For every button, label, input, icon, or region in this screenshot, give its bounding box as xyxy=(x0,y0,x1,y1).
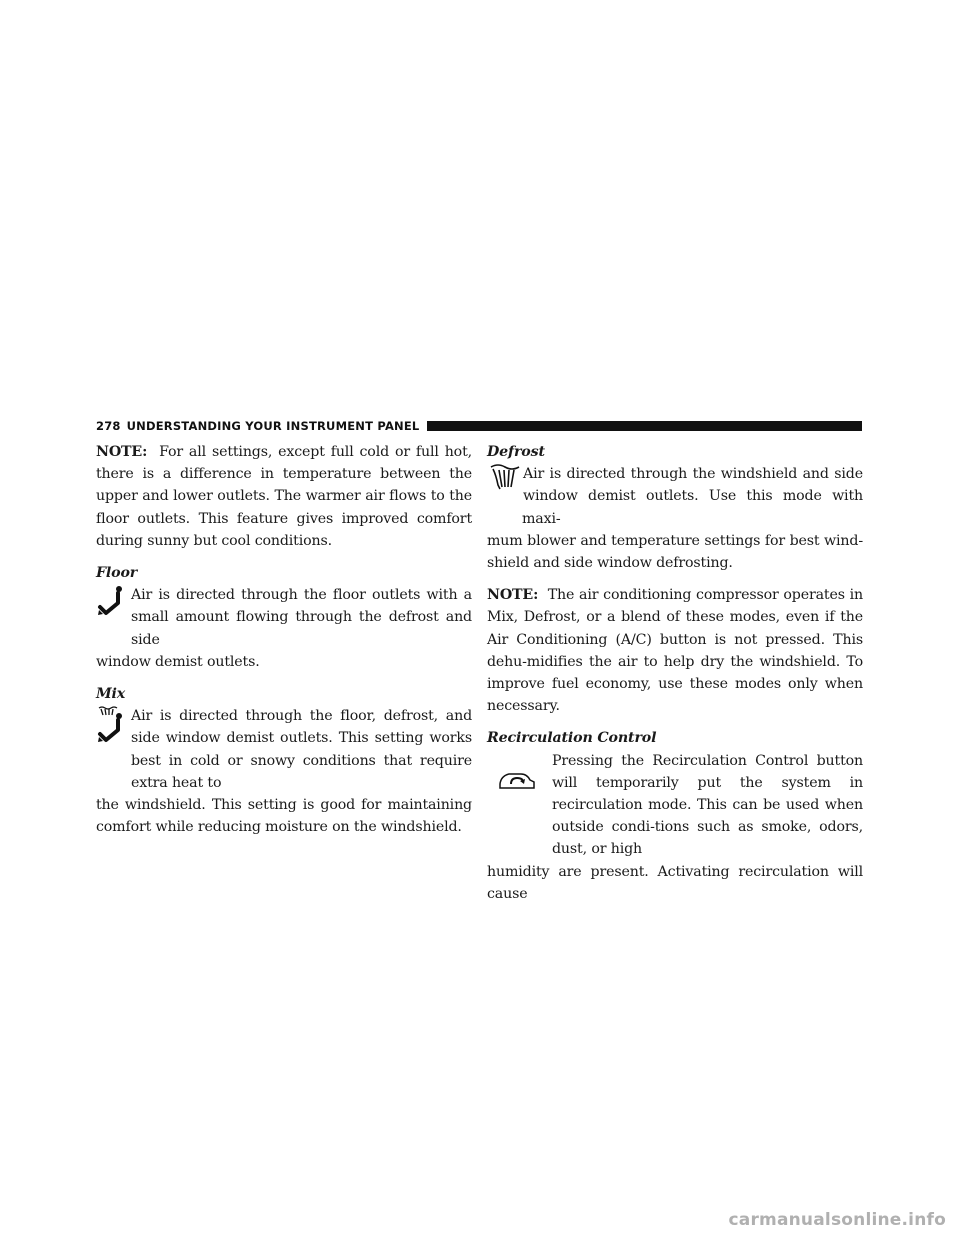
mix-paragraph: Air is directed through the floor, defrost, and side window demist outlets. This setting works best in cold or snowy conditions that require extra heat to the windshield. This setting is good for maintaining comfort while reducing moisture on the windshield. xyxy=(96,705,472,838)
note-label: NOTE: xyxy=(96,444,148,460)
floor-mode-icon xyxy=(96,584,130,618)
mix-mode-icon xyxy=(96,705,130,745)
defrost-paragraph: Air is directed through the windshield and side window demist outlets. Use this mode with maxi- mum blower and temperature settings for best wind-shield and side window defrosting. xyxy=(487,463,863,574)
recirculation-icon xyxy=(487,750,547,840)
recirculation-heading: Recirculation Control xyxy=(487,730,657,747)
left-column xyxy=(96,441,472,838)
note-paragraph: NOTE: For all settings, except full cold or full hot, there is a difference in temperature between the upper and lower outlets. The warmer air flows to the floor outlets. This feature gives improved comfort during sunny but cool conditions. xyxy=(96,444,472,549)
mix-heading: Mix xyxy=(96,686,126,703)
page-header xyxy=(96,419,862,433)
header-rule xyxy=(427,421,862,431)
compressor-note-paragraph: NOTE: The air conditioning compressor operates in Mix, Defrost, or a blend of these modes, even if the Air Conditioning (A/C) button is not pressed. This dehu-midifies the air to help dry the windshield. To improve fuel economy, use these modes only when necessary. xyxy=(487,587,863,715)
defrost-heading: Defrost xyxy=(487,444,545,460)
note-label: NOTE: xyxy=(487,587,539,604)
defrost-mode-icon xyxy=(487,463,523,497)
right-column xyxy=(487,441,863,905)
floor-heading: Floor xyxy=(96,565,138,582)
section-title: UNDERSTANDING YOUR INSTRUMENT PANEL xyxy=(126,419,420,433)
floor-paragraph: Air is directed through the floor outlets with a small amount flowing through the defrost and side window demist outlets. xyxy=(96,584,472,673)
recirculation-paragraph: Pressing the Recirculation Control button will temporarily put the system in recirculation mode. This can be used when outside condi-tions such as smoke, odors, dust, or high humidity are present. Activating recirculation will cause xyxy=(487,750,863,905)
watermark: carmanualsonline.info xyxy=(728,1210,946,1230)
page-number: 278 xyxy=(96,419,121,433)
